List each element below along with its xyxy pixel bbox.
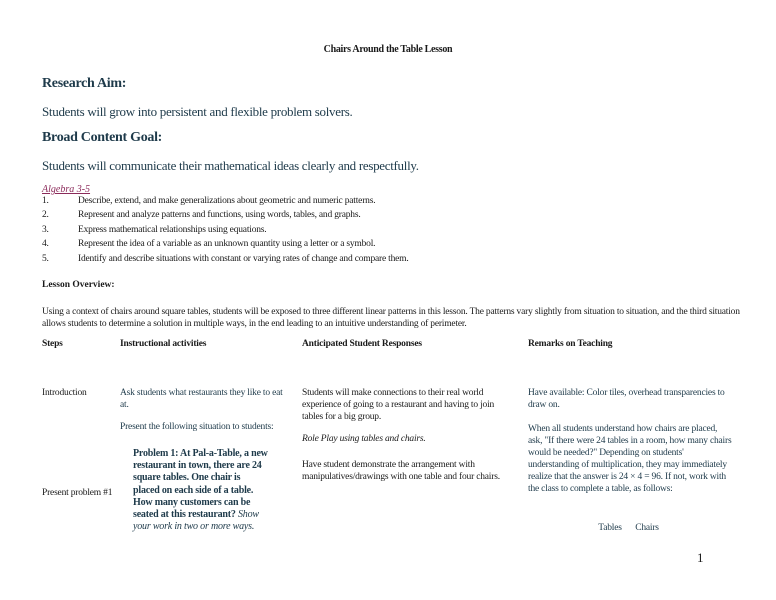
standard-text: Describe, extend, and make generalizations about geometric and numeric patterns. [78, 196, 376, 206]
standard-text: Identify and describe situations with constant or varying rates of change and compare them. [78, 253, 409, 264]
standard-number: 4. [42, 239, 49, 250]
research-aim-heading: Research Aim: [42, 76, 127, 91]
standard-number: 3. [42, 224, 49, 235]
standard-text: Represent the idea of a variable as an unknown quantity using a letter or a symbol. [78, 239, 376, 250]
overview-text: Using a context of chairs around square tables, students will be exposed to three different linear patterns in this lesson. The patterns vary slightly from situation to situation, and the third situation allows students to determine a solution in multiple ways, in the end leading to an intuitive understanding of perimeter. [42, 307, 740, 329]
page-number: 1 [697, 550, 704, 565]
standard-item [42, 196, 409, 210]
mini-table-header-tables: Tables [598, 523, 622, 533]
standard-number: 5. [42, 253, 49, 264]
standard-number: 2. [42, 210, 49, 221]
response-demonstrate: Have student demonstrate the arrangement with manipulatives/drawings with one table and four chairs. [302, 460, 500, 482]
column-header-steps: Steps [42, 339, 63, 349]
standard-number: 1. [42, 196, 49, 206]
mini-table-header-chairs: Chairs [635, 523, 659, 533]
standard-item [42, 225, 409, 239]
standard-text: Express mathematical relationships using equations. [78, 224, 267, 235]
response-real-world: Students will make connections to their real world experience of going to a restaurant and having to join tables for a big group. [302, 388, 495, 422]
standard-item [42, 239, 409, 253]
problem-1-text: Problem 1: At Pal-a-Table, a new restaurant in town, there are 24 square tables. One chair is placed on each side of a table. How many customers can be seated at this restaurant? [133, 448, 268, 521]
document-title: Chairs Around the Table Lesson [323, 44, 453, 55]
column-header-activities: Instructional activities [120, 339, 207, 349]
problem-1-instruction: Show your work in two or more ways. [133, 509, 259, 533]
standard-item [42, 210, 409, 224]
overview-heading: Lesson Overview: [42, 280, 115, 290]
step-present-problem: Present problem #1 [42, 488, 113, 498]
content-goal-heading: Broad Content Goal: [42, 130, 163, 145]
column-header-responses: Anticipated Student Responses [302, 339, 422, 349]
standards-list [42, 196, 409, 268]
standard-item [42, 254, 409, 268]
column-header-remarks: Remarks on Teaching [528, 339, 613, 349]
standard-text: Represent and analyze patterns and functions, using words, tables, and graphs. [78, 210, 361, 221]
remark-24-tables: When all students understand how chairs are placed, ask, "If there were 24 tables in a room, how many chairs would be needed?" Depending on students' understanding of multiplication, they may immediately realize that the answer is 24 × 4 = 96. If not, work with the class to complete a table, as follows: [528, 424, 732, 494]
response-role-play: Role Play using tables and chairs. [302, 434, 426, 444]
content-goal-text: Students will communicate their mathematical ideas clearly and respectfully. [42, 158, 419, 173]
step-introduction: Introduction [42, 388, 87, 398]
remark-have-available: Have available: Color tiles, overhead transparencies to draw on. [528, 388, 725, 410]
standards-link[interactable]: Algebra 3-5 [42, 184, 91, 195]
research-aim-text: Students will grow into persistent and flexible problem solvers. [42, 104, 353, 119]
activity-present-situation: Present the following situation to students: [120, 422, 274, 432]
activity-ask-restaurants: Ask students what restaurants they like to eat at. [120, 388, 283, 410]
problem-1-box [133, 448, 268, 533]
